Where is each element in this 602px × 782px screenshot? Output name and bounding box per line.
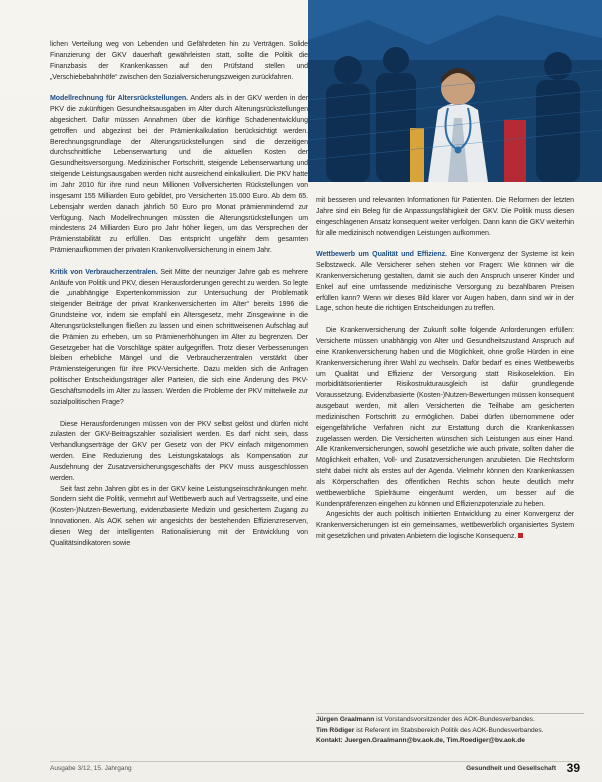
paragraph <box>50 94 308 257</box>
paragraph-text: mit besseren und relevanten Informationen für Patienten. Die Reformen der letzten Jahre sind ein Beleg für die Anpassungsfähigkeit der GKV. Die Politik muss diesen eingeschlagenen Ansatz konsequent weiter verfolgen. Dann kann die GKV weiterhin für alle medizinisch notwendigen Leistungen aufkommen. <box>316 197 574 237</box>
paragraph-text: Die Krankenversicherung der Zukunft sollte folgende Anforderungen erfüllen: Versicherte müssen unabhängig von Alter und Gesundheitszustand Anspruch auf eine Krankenversicherung haben und die Möglichkeit, ohne große Hürden in eine Krankenversicherung ihrer Wahl zu wechseln. Dafür bedarf es eines Wettbewerbs um Qualität und Effizienz der Versorgung statt Risikoselektion. Ein morbiditätsorientierter Risikostrukturausgleich ist dafür grundlegende Voraussetzung. Evidenzbasierte (Kosten-)Nutzen-Bewertungen müssen konsequent ausgebaut werden, mit allen Versicherten die Teilhabe am gesicherten medizinischen Fortschritt zu ermöglichen. Dabei dürfen übernommene oder eigengefährliche Verfahren nicht zur Erstattung durch die Krankenkassen zugelassen werden. Die Versicherten wünschen sich Leistungen aus einer Hand. Alle Krankenversicherungen, sowohl gesetzliche wie auch private, sollten daher die Möglichkeit erhalten, Voll- und Zusatzversicherungen anzubieten. Die Rechtsform steht dabei nicht als erstes auf der Agenda. Vielmehr können den Krankenkassen als Körperschaften des öffentlichen Rechts schon heute deutlich mehr wettbewerbliche Spielräume eingeräumt werden, um besser auf die Kundenpräferenzen eingehen zu können und Effizienzpotenziale zu heben. <box>316 327 574 508</box>
paragraph-text: Seit Mitte der neunziger Jahre gab es mehrere Anläufe von Politik und PKV, diesen Herausforderungen gerecht zu werden. So legte die „unabhängige Expertenkommission zur Untersuchung der Problematik steigender Beiträge der privat Krankenversicherten im Alter“ bereits 1996 die Grundsteine vor, indem sie empfahl ein Altersgesetz, mehr Zinsgewinne in die Alterungsrückstellungen fließen zu lassen und einen schrittweisenen Aufschlag auf die Prämien zu erheben, um so Prämienerhöhungen im Alter zu begrenzen. Der Gesetzgeber hat die Vorschläge später aufgegriffen. Trotz dieser Verbesserungen bleiben erhebliche Mängel und die Verbraucherzentralen verstärkt über Prämiensteigerungen für ihre PKV-Versicherte. Dazu melden sich die Anfragen politischer Entscheidungsträger aller Parteien, die sich eine Änderung des PKV-Geschäftsmodells im Alter zu lassen. Werden die Probleme der PKV mittelweile zur sozialpolitischen Frage? <box>50 268 308 406</box>
article-column-right <box>316 196 574 746</box>
paragraph <box>50 40 308 83</box>
author-line-2 <box>316 726 586 737</box>
paragraph <box>316 250 574 315</box>
magazine-title: Gesundheit und Gesellschaft <box>466 765 556 772</box>
paragraph <box>50 420 308 485</box>
paragraph <box>50 268 308 409</box>
footer-rule <box>50 761 580 762</box>
author-name-1: Jürgen Graalmann <box>316 716 375 723</box>
page-number: 39 <box>566 761 580 775</box>
paragraph <box>316 326 574 510</box>
issue-info: Ausgabe 3/12, 15. Jahrgang <box>50 765 132 772</box>
page-footer <box>50 761 580 778</box>
section-heading: Wettbewerb um Qualität und Effizienz. <box>316 251 447 259</box>
author-name-2: Tim Rödiger <box>316 726 355 734</box>
section-heading: Modellrechnung für Altersrückstellungen. <box>50 95 189 103</box>
paragraph-text: Anders als in der GKV werden in der PKV die zukünftigen Gesundheitsausgaben im Alter durch Alterungsrückstellungen abgesichert. Dafür müssen Annahmen über die künftige Schadenentwicklung getroffen und abgezinst bei der Prämienkalkulation berücksichtigt werden. Berechnungsgrundlage der Alterungsrückstellungen sind die derzeitigen durchschnittliche Lebenserwartung und die aktuellen Kosten der Gesundheitsversorgung. Medizinischer Fortschritt, steigende Lebenserwartung und steigende Leistungsausgaben werden nicht ausreichend einkalkuliert. Die PKV hatte im Jahr 2010 für ihre rund neun Millionen Vollversicherten Rückstellungen von insgesamt 155 Milliarden Euro gebildet, pro Versicherten 15.000 Euro. Ab dem 65. Lebensjahr werden danach jährlich 50 Euro pro Monat prämienmindernd zur Verfügung. Nach Modellrechnungen müssten die Alterungsrückstellungen um mindestens 24 Milliarden Euro pro Jahr höher liegen, um das Versprechen der Prämienstabilität zu erfüllen. Das entspricht ungefähr dem gesamten Prämienaufkommen der privaten Krankenvollversicherung in einem Jahr. <box>50 95 308 255</box>
article-column-left <box>50 40 308 756</box>
paragraph-text: Angesichts der auch politisch initiierten Entwicklung zu einer Konvergenz der Krankenversicherungen ist ein gemeinsames, wettbewerblich organisiertes System mit gesetzlichen und privaten Anbietern die logische Konsequenz. <box>316 511 574 541</box>
article-illustration <box>308 0 602 182</box>
paragraph-text: Diese Herausforderungen müssen von der PKV selbst gelöst und dürfen nicht zulasten der GKV-Beitragszahler sozialisiert werden. Es darf nicht sein, dass Verhandlungserträge der GKV per Gesetz von der PKV einfach mitgenommen werden. Eine Reduzierung des Leistungskatalogs als Kompensation zur Ausdehnung der Zusatzversicherungsgeschäfts der PKV muss ausgeschlossen werden. <box>50 420 308 482</box>
paragraph-text: lichen Verteilung weg von Lebenden und Gefährdeten hin zu Verträgen. Solide Finanzierung der GKV dauerhaft gewährleisten statt, sollte die Politik die Finanzbasis der Krankenkassen auf den Prüfstand stellen und „Verschiebebahnhöfe“ zwischen den Sozialversicherungszweigen zurückfahren. <box>50 41 308 81</box>
article-end-mark <box>518 533 523 538</box>
paragraph <box>50 485 308 550</box>
author-line-1 <box>316 715 586 726</box>
paragraph <box>316 196 574 239</box>
paragraph-text: Seit fast zehn Jahren gibt es in der GKV keine Leistungseinschränkungen mehr. Sondern sieht die Politik, vermehrt auf Wettbewerb auch auf Vertragsseite, und eine (Kosten-)Nutzen-Bewertung, evidenzbasierte Medizin und gesichertem Zugang zu Innovationen. Als AOK sehen wir angesichts der bestehenden Effizienzreserven, diesen Weg der intelligenten Rationalisierung mit der Entwicklung von Qualitätsindikatoren sowie <box>50 485 308 547</box>
author-contact: Kontakt: Juergen.Graalmann@bv.aok.de, Tim.Roediger@bv.aok.de <box>316 737 525 745</box>
author-box <box>316 715 586 747</box>
author-role-2: ist Referent im Stabsbereich Politik des AOK-Bundesverbandes. <box>354 726 544 734</box>
paragraph <box>316 510 574 543</box>
author-rule <box>316 713 584 714</box>
section-heading: Kritik von Verbraucherzentralen. <box>50 268 158 276</box>
author-role-1: ist Vorstandsvorsitzender des AOK-Bundesverbandes. <box>374 716 535 723</box>
paragraph-text: Eine Konvergenz der Systeme ist kein Selbstzweck. Alle Versicherer sehen stehen vor Fragen: Wie können wir die Krankenversicherung gestalten, damit sie auch den Anspruch unserer Kinder und Enkel auf eine umfassende medizinische Versorgung zu bezahlbaren Preisen erfüllen kann? Wenn wir dieses Bild klarer vor Augen haben, dann sind wir in der Lage, schon heute die richtigen Entscheidungen zu treffen. <box>316 251 574 313</box>
